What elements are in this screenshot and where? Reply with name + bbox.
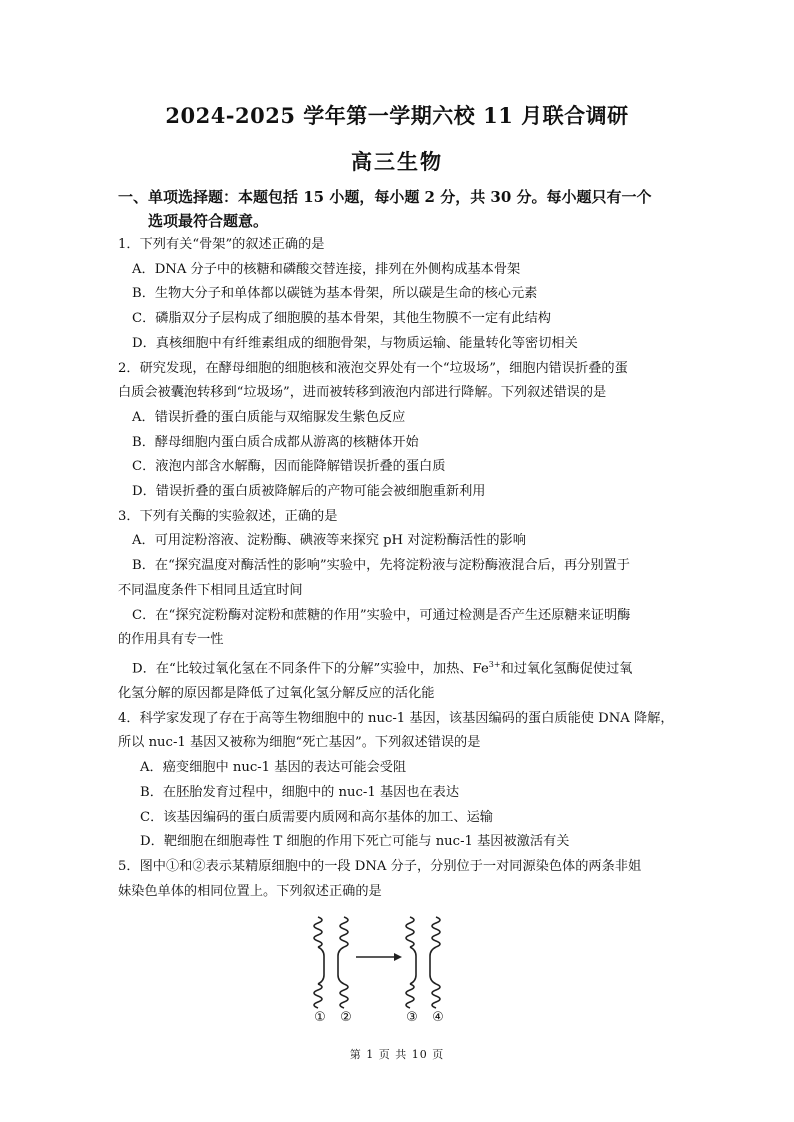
question-3-option-c-cont: 的作用具有专一性 — [118, 632, 224, 648]
strand-2-middle — [338, 947, 344, 984]
section-heading: 一、单项选择题：本题包括 15 小题，每小题 2 分，共 30 分。每小题只有一个 — [118, 188, 652, 206]
figure-label-2: ② — [340, 1010, 352, 1025]
question-2-stem-cont: 白质会被囊泡转移到“垃圾场”，进而被转移到液泡内部进行降解。下列叙述错误的是 — [118, 385, 607, 401]
figure-label-1: ① — [314, 1010, 326, 1025]
strand-4-middle — [430, 947, 436, 984]
question-3-stem: 3．下列有关酶的实验叙述，正确的是 — [118, 508, 338, 524]
question-2-option-d: D．错误折叠的蛋白质被降解后的产物可能会被细胞重新利用 — [132, 484, 486, 500]
question-4-stem: 4．科学家发现了存在于高等生物细胞中的 nuc-1 基因，该基因编码的蛋白质能使 DNA 降解， — [118, 710, 674, 726]
question-4-option-a: A．癌变细胞中 nuc-1 基因的表达可能会受阻 — [140, 760, 407, 776]
question-3-option-c: C．在“探究淀粉酶对淀粉和蔗糖的作用”实验中，可通过检测是否产生还原糖来证明酶 — [132, 607, 631, 623]
dna-exchange-figure — [306, 913, 466, 1025]
question-3-option-b: B．在“探究温度对酶活性的影响”实验中，先将淀粉液与淀粉酶液混合后，再分别置于 — [132, 558, 630, 574]
strand-4-top-coil — [432, 917, 440, 947]
q3-d-text-post: 和过氧化氢酶促使过氧 — [500, 661, 633, 677]
question-2-option-b: B．酵母细胞内蛋白质合成都从游离的核糖体开始 — [132, 434, 419, 450]
exam-title: 2024-2025 学年第一学期六校 11 月联合调研 — [165, 103, 629, 128]
page-footer: 第 1 页 共 10 页 — [349, 1048, 445, 1061]
strand-2-top-coil — [340, 917, 348, 947]
figure-label-4: ④ — [432, 1010, 444, 1025]
q3-d-superscript: 3+ — [488, 659, 501, 669]
exam-content — [118, 185, 678, 904]
question-1-option-b: B．生物大分子和单体都以碳链为基本骨架，所以碳是生命的核心元素 — [132, 286, 538, 302]
strand-1-middle — [318, 947, 324, 984]
question-1-stem: 1．下列有关“骨架”的叙述正确的是 — [118, 237, 325, 252]
strand-2-bottom-coil — [340, 984, 348, 1008]
question-3-option-d-cont: 化氢分解的原因都是降低了过氧化氢分解反应的活化能 — [118, 686, 435, 702]
strand-3-middle — [410, 947, 416, 984]
question-1-option-c: C．磷脂双分子层构成了细胞膜的基本骨架，其他生物膜不一定有此结构 — [132, 311, 551, 327]
question-4-option-d: D．靶细胞在细胞毒性 T 细胞的作用下死亡可能与 nuc-1 基因被激活有关 — [140, 834, 570, 850]
question-3-option-a: A．可用淀粉溶液、淀粉酶、碘液等来探究 pH 对淀粉酶活性的影响 — [132, 533, 526, 549]
question-3-option-d — [118, 653, 678, 682]
section-heading-cont: 选项最符合题意。 — [148, 212, 269, 230]
question-4-option-c: C．该基因编码的蛋白质需要内质网和高尔基体的加工、运输 — [140, 809, 493, 825]
question-5-stem-cont: 妹染色单体的相同位置上。下列叙述正确的是 — [118, 883, 382, 899]
question-2-option-c: C．液泡内部含水解酶，因而能降解错误折叠的蛋白质 — [132, 459, 446, 475]
question-3-option-b-cont: 不同温度条件下相同且适宜时间 — [118, 582, 303, 598]
strand-3-top-coil — [406, 917, 414, 947]
question-5-stem: 5．图中①和②表示某精原细胞中的一段 DNA 分子，分别位于一对同源染色体的两条非姐 — [118, 858, 642, 874]
strand-1-top-coil — [314, 917, 322, 947]
exam-subject: 高三生物 — [351, 149, 443, 174]
strand-1-bottom-coil — [314, 984, 322, 1008]
arrow-right-icon — [356, 953, 402, 961]
question-2-option-a: A．错误折叠的蛋白质能与双缩脲发生紫色反应 — [132, 409, 406, 425]
strand-3-bottom-coil — [406, 984, 414, 1008]
q3-d-text-pre: D．在“比较过氧化氢在不同条件下的分解”实验中，加热、Fe — [132, 661, 489, 677]
question-4-option-b: B．在胚胎发育过程中，细胞中的 nuc-1 基因也在表达 — [140, 784, 460, 800]
question-1-option-d: D．真核细胞中有纤维素组成的细胞骨架，与物质运输、能量转化等密切相关 — [132, 335, 578, 351]
figure-label-3: ③ — [406, 1010, 418, 1025]
question-1-option-a: A．DNA 分子中的核糖和磷酸交替连接，排列在外侧构成基本骨架 — [132, 261, 521, 277]
question-2-stem: 2．研究发现，在酵母细胞的细胞核和液泡交界处有一个“垃圾场”，细胞内错误折叠的蛋 — [118, 360, 628, 376]
strand-4-bottom-coil — [432, 984, 440, 1008]
question-4-stem-cont: 所以 nuc-1 基因又被称为细胞“死亡基因”。下列叙述错误的是 — [118, 735, 481, 751]
